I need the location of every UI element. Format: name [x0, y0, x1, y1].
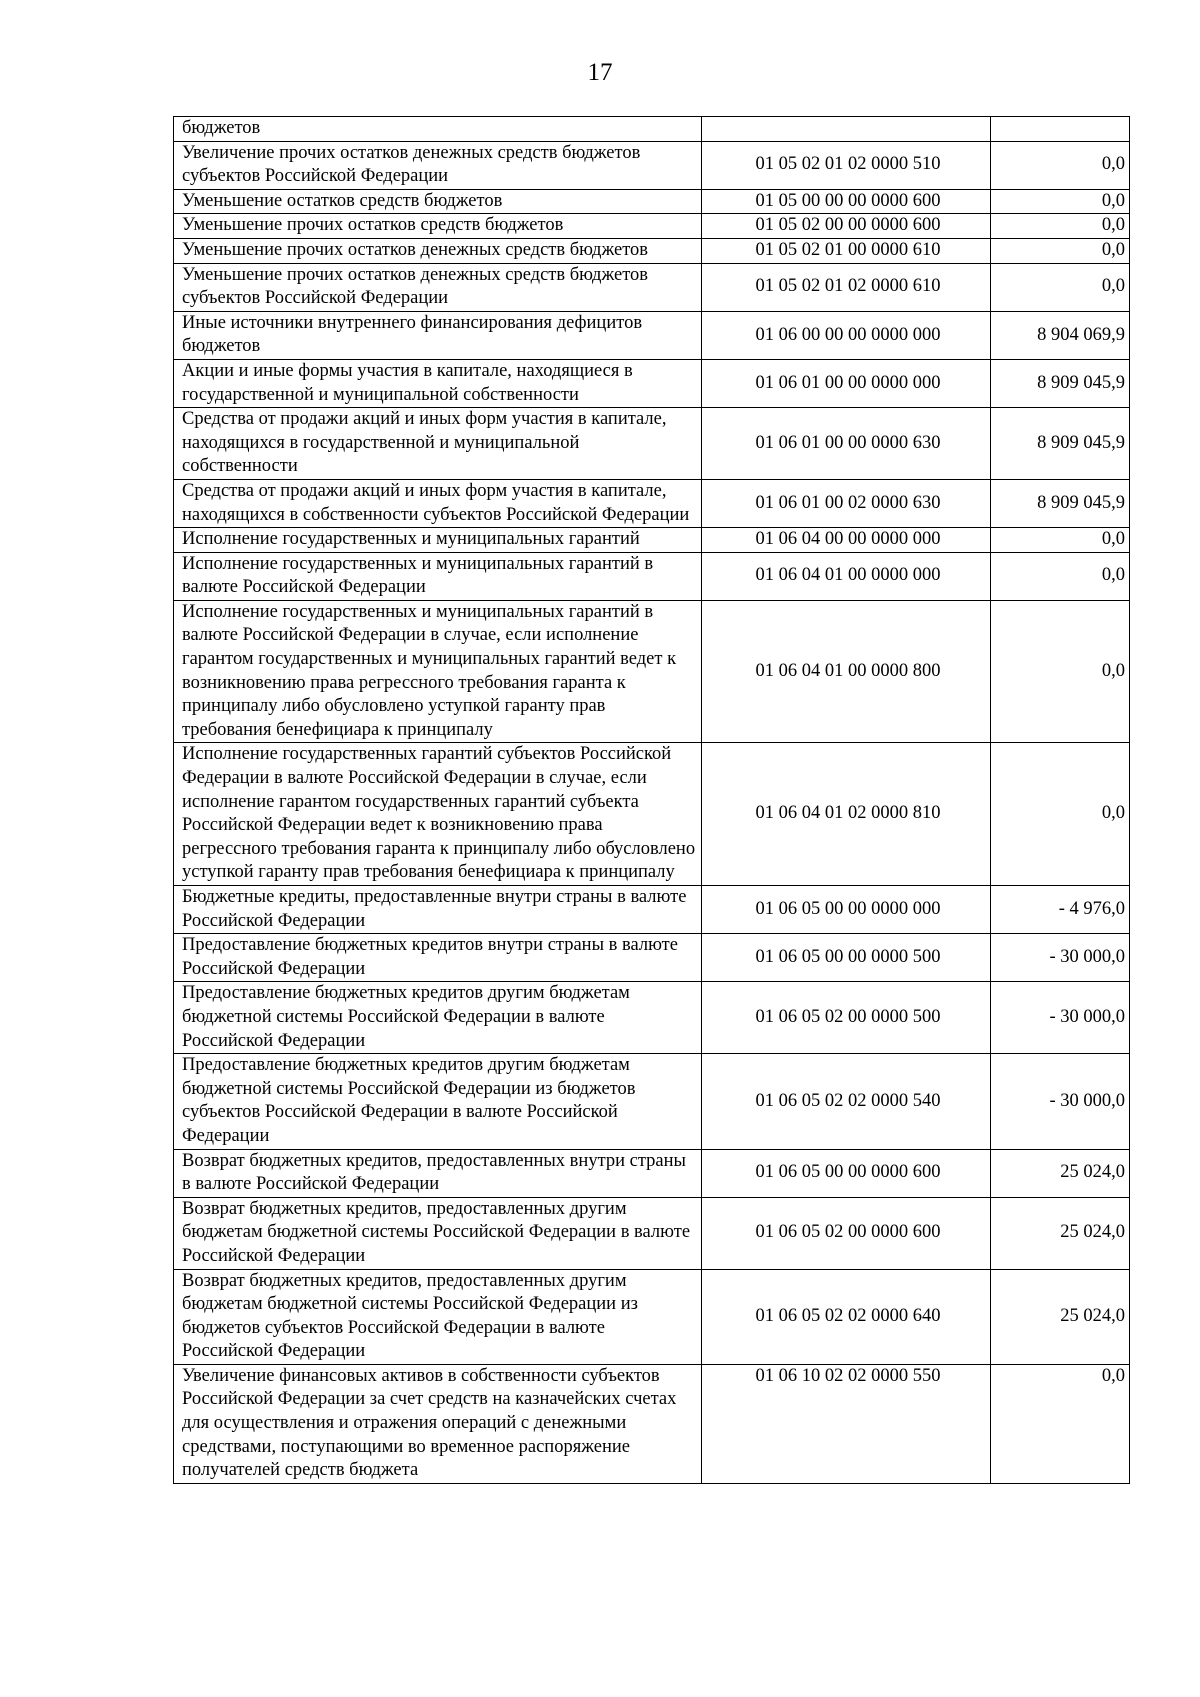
row-code: 01 06 05 02 02 0000 640: [702, 1269, 991, 1364]
row-name: Увеличение прочих остатков денежных средств бюджетов субъектов Российской Федерации: [174, 141, 702, 189]
row-value: 0,0: [991, 743, 1130, 886]
table-row: [174, 886, 1130, 934]
table-row: [174, 528, 1130, 553]
row-value: 25 024,0: [991, 1269, 1130, 1364]
row-value: - 30 000,0: [991, 934, 1130, 982]
row-name: Средства от продажи акций и иных форм участия в капитале, находящихся в собственности субъектов Российской Федерации: [174, 479, 702, 527]
row-value: - 30 000,0: [991, 1054, 1130, 1149]
row-name: Возврат бюджетных кредитов, предоставленных внутри страны в валюте Российской Федерации: [174, 1149, 702, 1197]
row-name: Акции и иные формы участия в капитале, находящиеся в государственной и муниципальной собственности: [174, 359, 702, 407]
row-value: 25 024,0: [991, 1149, 1130, 1197]
table-row: [174, 1197, 1130, 1269]
table-row: [174, 141, 1130, 189]
row-code: 01 06 01 00 00 0000 000: [702, 359, 991, 407]
row-value: 0,0: [991, 141, 1130, 189]
row-value: 8 904 069,9: [991, 311, 1130, 359]
table-row: [174, 214, 1130, 239]
row-code: 01 05 00 00 00 0000 600: [702, 189, 991, 214]
row-value: 0,0: [991, 528, 1130, 553]
budget-sources-table: [173, 116, 1130, 1484]
row-value: 25 024,0: [991, 1197, 1130, 1269]
row-name: Предоставление бюджетных кредитов внутри страны в валюте Российской Федерации: [174, 934, 702, 982]
row-code: 01 06 05 02 00 0000 500: [702, 982, 991, 1054]
table-row: [174, 359, 1130, 407]
row-value: 8 909 045,9: [991, 408, 1130, 480]
row-name: Возврат бюджетных кредитов, предоставленных другим бюджетам бюджетной системы Российской Федерации в валюте Российской Федерации: [174, 1197, 702, 1269]
table-row: [174, 117, 1130, 142]
row-name: Исполнение государственных и муниципальных гарантий в валюте Российской Федерации в случае, если исполнение гарантом государственных и муниципальных гарантий ведет к возникновению права регрессного требования гаранта к принципалу либо обусловлено уступкой гаранту прав требования бенефициара к принципалу: [174, 600, 702, 743]
row-name: Уменьшение прочих остатков средств бюджетов: [174, 214, 702, 239]
row-code: 01 05 02 01 02 0000 510: [702, 141, 991, 189]
row-code: 01 06 05 02 02 0000 540: [702, 1054, 991, 1149]
table-row: [174, 1269, 1130, 1364]
row-name: Уменьшение прочих остатков денежных средств бюджетов: [174, 238, 702, 263]
table-row: [174, 408, 1130, 480]
row-name: Уменьшение прочих остатков денежных средств бюджетов субъектов Российской Федерации: [174, 263, 702, 311]
table-row: [174, 238, 1130, 263]
row-value: 0,0: [991, 238, 1130, 263]
row-name: Средства от продажи акций и иных форм участия в капитале, находящихся в государственной и муниципальной собственности: [174, 408, 702, 480]
row-code: 01 05 02 01 02 0000 610: [702, 263, 991, 311]
table-row: [174, 1364, 1130, 1483]
table-row: [174, 311, 1130, 359]
row-code: 01 06 01 00 00 0000 630: [702, 408, 991, 480]
row-code: 01 06 05 00 00 0000 500: [702, 934, 991, 982]
row-name: Предоставление бюджетных кредитов другим бюджетам бюджетной системы Российской Федерации в валюте Российской Федерации: [174, 982, 702, 1054]
row-code: 01 06 05 00 00 0000 000: [702, 886, 991, 934]
row-name: Исполнение государственных и муниципальных гарантий: [174, 528, 702, 553]
table-row: [174, 263, 1130, 311]
row-value: 8 909 045,9: [991, 479, 1130, 527]
table-row: [174, 934, 1130, 982]
row-code: 01 06 01 00 02 0000 630: [702, 479, 991, 527]
table-row: [174, 982, 1130, 1054]
table-row: [174, 1054, 1130, 1149]
row-name: Предоставление бюджетных кредитов другим бюджетам бюджетной системы Российской Федерации из бюджетов субъектов Российской Федерации в валюте Российской Федерации: [174, 1054, 702, 1149]
row-code: 01 06 04 01 00 0000 800: [702, 600, 991, 743]
row-value: 0,0: [991, 552, 1130, 600]
row-code: 01 06 04 00 00 0000 000: [702, 528, 991, 553]
row-name: Исполнение государственных гарантий субъектов Российской Федерации в валюте Российской Федерации в случае, если исполнение гарантом государственных гарантий субъекта Российской Федерации ведет к возникновению права регрессного требования гаранта к принципалу либо обусловлено уступкой гаранту прав требования бенефициара к принципалу: [174, 743, 702, 886]
table-row: [174, 600, 1130, 743]
row-name: Уменьшение остатков средств бюджетов: [174, 189, 702, 214]
row-code: 01 06 04 01 00 0000 000: [702, 552, 991, 600]
row-code: 01 06 00 00 00 0000 000: [702, 311, 991, 359]
row-name: Бюджетные кредиты, предоставленные внутри страны в валюте Российской Федерации: [174, 886, 702, 934]
row-name: Исполнение государственных и муниципальных гарантий в валюте Российской Федерации: [174, 552, 702, 600]
row-value: 0,0: [991, 214, 1130, 239]
row-value: 0,0: [991, 1364, 1130, 1483]
row-code: 01 05 02 01 00 0000 610: [702, 238, 991, 263]
row-value: - 30 000,0: [991, 982, 1130, 1054]
row-value: 0,0: [991, 189, 1130, 214]
row-value: 0,0: [991, 263, 1130, 311]
row-name: Возврат бюджетных кредитов, предоставленных другим бюджетам бюджетной системы Российской Федерации из бюджетов субъектов Российской Федерации в валюте Российской Федерации: [174, 1269, 702, 1364]
row-code: [702, 117, 991, 142]
table-row: [174, 552, 1130, 600]
page-number: 17: [587, 59, 613, 86]
table-row: [174, 1149, 1130, 1197]
row-code: 01 06 05 00 00 0000 600: [702, 1149, 991, 1197]
row-code: 01 06 10 02 02 0000 550: [702, 1364, 991, 1483]
row-value: [991, 117, 1130, 142]
table-row: [174, 479, 1130, 527]
row-code: 01 06 05 02 00 0000 600: [702, 1197, 991, 1269]
row-name: Увеличение финансовых активов в собственности субъектов Российской Федерации за счет средств на казначейских счетах для осуществления и отражения операций с денежными средствами, поступающими во временное распоряжение получателей средств бюджета: [174, 1364, 702, 1483]
row-code: 01 05 02 00 00 0000 600: [702, 214, 991, 239]
row-value: 8 909 045,9: [991, 359, 1130, 407]
row-code: 01 06 04 01 02 0000 810: [702, 743, 991, 886]
row-name: бюджетов: [174, 117, 702, 142]
table-row: [174, 743, 1130, 886]
row-name: Иные источники внутреннего финансирования дефицитов бюджетов: [174, 311, 702, 359]
row-value: 0,0: [991, 600, 1130, 743]
row-value: - 4 976,0: [991, 886, 1130, 934]
table-row: [174, 189, 1130, 214]
